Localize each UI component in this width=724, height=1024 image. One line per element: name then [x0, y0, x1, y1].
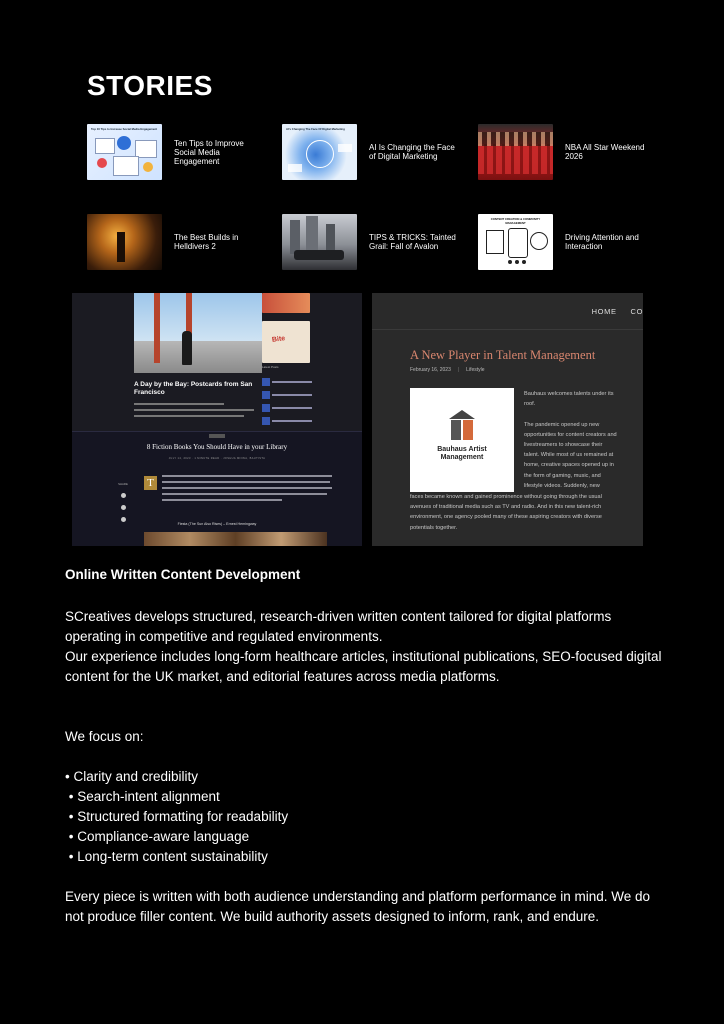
article-meta: February 16, 2023 | Lifestyle: [410, 367, 485, 373]
sidebar-list: [262, 369, 318, 427]
section-intro-1: SCreatives develops structured, research-driven written content tailored for digital platforms operating in competitive and regulated environments.: [65, 609, 612, 644]
fiction-title: 8 Fiction Books You Should Have in your Library: [146, 443, 288, 451]
story-title[interactable]: The Best Builds in Helldivers 2: [174, 233, 239, 251]
focus-item: • Structured formatting for readability: [65, 809, 289, 824]
story-title[interactable]: Driving Attention and Interaction: [565, 233, 639, 251]
sidebar: [262, 293, 312, 423]
blog-screenshot-right: [372, 293, 643, 546]
nav-item[interactable]: CO: [630, 307, 643, 316]
story-card-ai-marketing[interactable]: [282, 123, 472, 181]
twitter-icon[interactable]: [121, 505, 126, 510]
focus-list: [65, 767, 288, 867]
story-title[interactable]: Ten Tips to Improve Social Media Engagement: [174, 138, 244, 166]
nav-home[interactable]: HOME: [591, 307, 617, 316]
content-creation-graphic: CONTENT CREATION & COMMUNITY MANAGEMENT: [478, 214, 553, 270]
social-media-tips-image: Top 10 Tips to Increase Social Media Engagement: [87, 124, 162, 180]
golden-gate-image: [134, 293, 262, 373]
section-intro-2: Our experience includes long-form healthcare articles, institutional publications, SEO-focused digital content for the UK market, and editorial features across media platforms.: [65, 649, 662, 684]
article-body: Bauhaus welcomes talents under its roof. The pandemic opened up new opportunities for content creators and livestreamers to showcase their talent. While most of us remained at home, creative spaces opened up in the form of gaming, music, and lifestyle videos. Suddenly, new: [524, 391, 617, 489]
story-card-social-media[interactable]: [87, 123, 277, 181]
article-date: February 16, 2023: [410, 367, 451, 373]
fiction-subheading: Fiesta (The Sun Also Rises) – Ernest Hemingway: [177, 522, 257, 526]
story-card-nba[interactable]: [478, 123, 668, 181]
focus-item: • Long-term content sustainability: [65, 849, 268, 864]
fiction-article: [72, 431, 362, 546]
share-bar: [116, 482, 130, 522]
story-title[interactable]: AI Is Changing the Face of Digital Marketing: [369, 143, 455, 161]
sidebar-heading: Latest Posts: [262, 365, 279, 369]
ai-marketing-image: AI's Changing The Face Of Digital Marketing: [282, 124, 357, 180]
story-title[interactable]: NBA All Star Weekend 2026: [565, 143, 645, 161]
post-title: A Day by the Bay: Postcards from San Francisco: [134, 381, 253, 396]
bite-logo: Bite: [271, 335, 286, 344]
stories-heading: STORIES: [87, 70, 213, 101]
article-title: A New Player in Talent Management: [410, 348, 596, 362]
facebook-icon[interactable]: [121, 493, 126, 498]
site-nav: [578, 307, 643, 316]
focus-label: We focus on:: [65, 729, 144, 744]
post-meta: [134, 401, 264, 421]
helldivers-image: [87, 214, 162, 270]
sidebar-image: [262, 293, 310, 313]
article-body-continued: faces became known and gained prominence without going through the usual avenues of traditional media such as TV and radio. And in this new talent-rich environment, one agency pooled many of these aspiring creators with diverse potentials together.: [410, 494, 602, 531]
focus-item: • Search-intent alignment: [65, 789, 220, 804]
nba-team-photo: [478, 124, 553, 180]
section-title: Online Written Content Development: [65, 567, 301, 582]
drop-cap: T: [144, 476, 157, 490]
share-label: SHARE: [118, 482, 128, 486]
fiction-meta: JULY 14, 2023 · 1 MINUTE READ · JOSHUA MINNA, BAUTISTA: [168, 457, 266, 460]
bauhaus-logo-icon: [449, 410, 475, 440]
bauhaus-logo-text: Bauhaus Artist Management: [437, 446, 487, 461]
article-category[interactable]: Lifestyle: [466, 367, 485, 373]
story-card-tainted-grail[interactable]: [282, 213, 472, 271]
focus-item: • Clarity and credibility: [65, 769, 199, 784]
section-closing: Every piece is written with both audience understanding and platform performance in mind. We do not produce filler content. We build authority assets designed to inform, rank, and endure.: [65, 889, 651, 924]
focus-item: • Compliance-aware language: [65, 829, 250, 844]
bauhaus-logo: [410, 388, 514, 492]
story-title[interactable]: TIPS & TRICKS: Tainted Grail: Fall of Avalon: [369, 233, 456, 251]
bite-logo-image: [262, 321, 310, 363]
fiction-body: [162, 475, 334, 505]
tainted-grail-image: [282, 214, 357, 270]
story-card-helldivers[interactable]: [87, 213, 277, 271]
book-image: [144, 532, 327, 546]
blog-screenshot-left: [72, 293, 362, 546]
story-card-driving-attention[interactable]: [478, 213, 668, 271]
